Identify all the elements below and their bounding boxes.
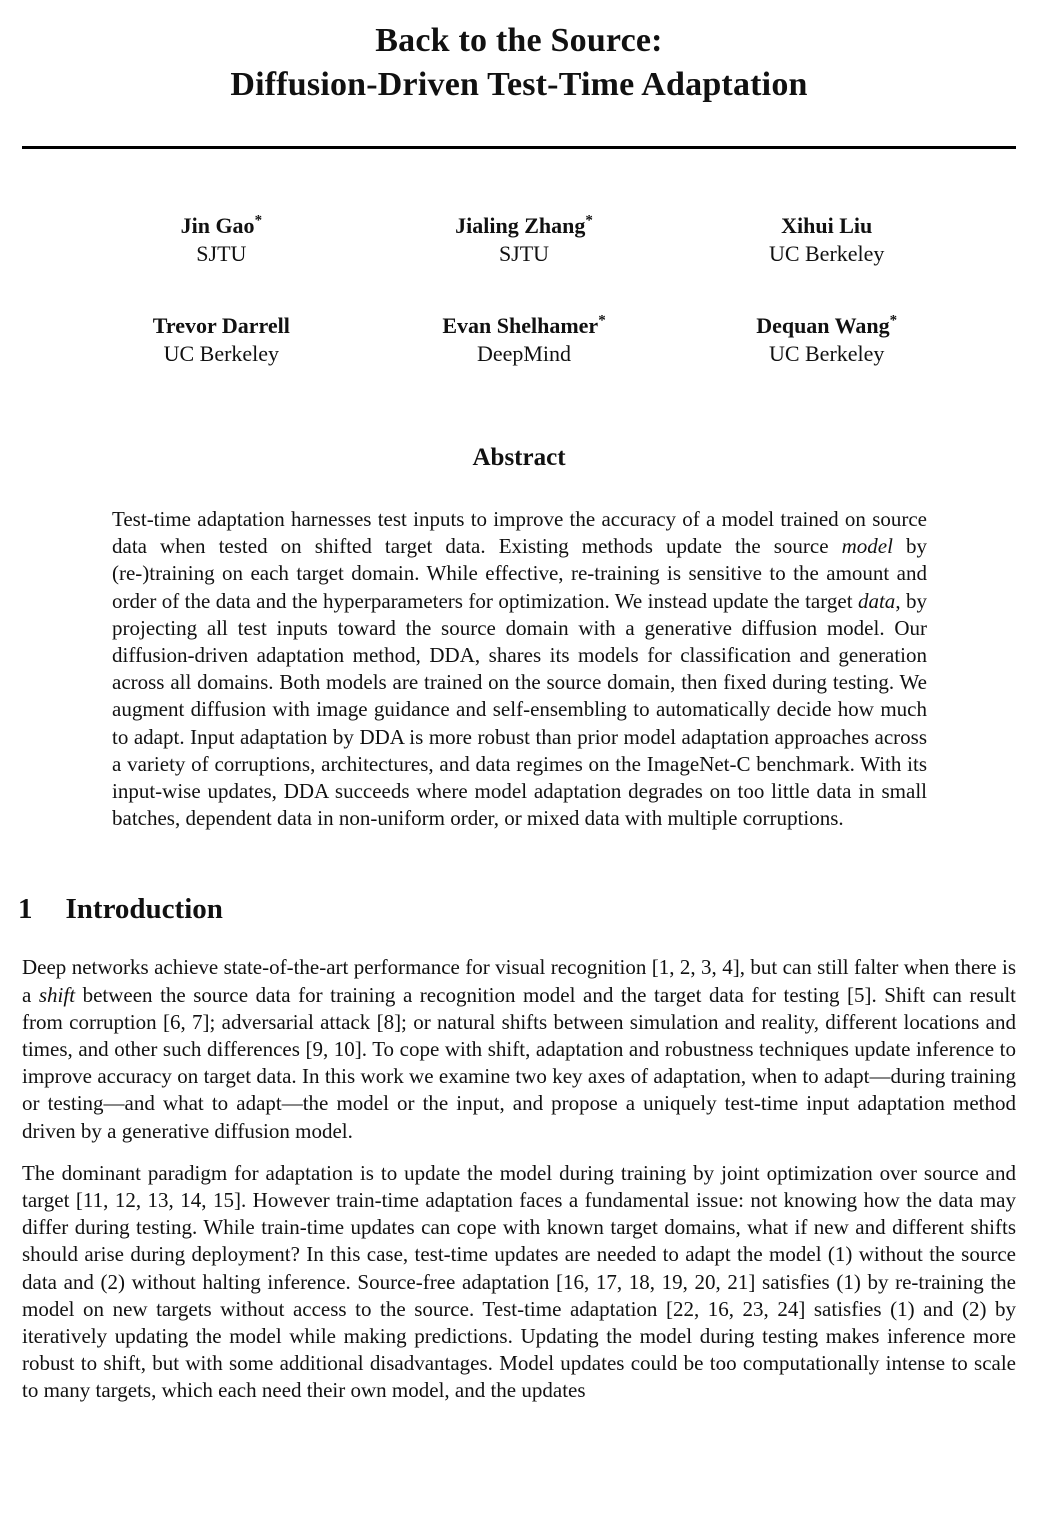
author-affiliation: DeepMind (476, 341, 572, 366)
author-name (675, 213, 978, 239)
intro-italic-shift: shift (38, 982, 76, 1007)
author-mark: * (254, 212, 263, 229)
intro-paragraph-2: The dominant paradigm for adaptation is to update the model during training by joint optimization over source and target [11, 12, 13, 14, 15]. However train-time adaptation faces a fundamental issue: not knowing how the data may differ during testing. While train-time updates can cope with known target domains, what if new and different shifts should arise during deployment? In this case, test-time updates are needed to adapt the model (1) without the source data and (2) without halting inference. Source-free adaptation [16, 17, 18, 19, 20, 21] satisfies (1) by re-training the model on new targets without access to the source. Test-time adaptation [22, 16, 23, 24] satisfies (1) and (2) by iteratively updating the model while making predictions. Updating the model during testing makes inference more robust to shift, but with some additional disadvantages. Model updates could be too computationally intense to scale to many targets, which each need their own model, and the updates (22, 1160, 1016, 1403)
paper-title (0, 0, 1038, 107)
intro-text-segment: between the source data for training a recognition model and the target data for testing [5]. Shift can result from corruption [6, 7]; adversarial attack [8]; or natural shifts between simulation and reality, different locations and times, and other such differences [9, 10]. To cope with shift, adaptation and robustness techniques update inference to improve accuracy on target data. In this work we examine two key axes of adaptation, when to adapt—during training or testing—and what to adapt—the model or the input, and propose a uniquely test-time input adaptation method driven by a generative diffusion model. (22, 982, 1016, 1143)
abstract-heading: Abstract (472, 444, 566, 471)
author-card (373, 313, 676, 367)
author-affiliation: UC Berkeley (768, 241, 885, 266)
author-name-text: Jin Gao (180, 213, 255, 238)
author-name (373, 313, 676, 339)
abstract-body (112, 506, 927, 832)
author-affiliation: SJTU (196, 241, 247, 266)
author-block (0, 213, 1038, 367)
author-name (373, 213, 676, 239)
author-name (70, 313, 373, 339)
intro-text-segment: Deep networks achieve state-of-the-art performance for visual recognition [1, 2, 3, 4], but can still falter when there is a (22, 955, 1016, 1007)
author-name-text: Trevor Darrell (152, 313, 290, 338)
author-affiliation: UC Berkeley (163, 341, 280, 366)
title-rule (22, 146, 1016, 149)
author-name-text: Jialing Zhang (455, 213, 586, 238)
author-name-text: Xihui Liu (781, 213, 873, 238)
author-mark: * (889, 312, 898, 329)
intro-paragraph-1 (22, 954, 1016, 1144)
author-card (675, 213, 978, 267)
title-line-1: Back to the Source: (375, 22, 663, 59)
author-row-1 (70, 213, 978, 267)
section-heading (18, 892, 1038, 926)
abstract-text-segment: Test-time adaptation harnesses test inputs to improve the accuracy of a model trained on source data when tested on shifted target data. Existing methods update the source (112, 507, 927, 559)
author-affiliation: UC Berkeley (768, 341, 885, 366)
section-number: 1 (18, 893, 33, 926)
author-card (373, 213, 676, 267)
author-name (70, 213, 373, 239)
author-row-2 (70, 313, 978, 367)
author-card (70, 213, 373, 267)
author-mark: * (598, 312, 606, 329)
title-line-2: Diffusion-Driven Test-Time Adaptation (230, 66, 808, 103)
author-card (70, 313, 373, 367)
abstract-text-segment: by (re-)training on each target domain. While effective, re-training is sensitive to the amount and order of the data and the hyperparameters for optimization. We instead update the target (112, 534, 927, 613)
abstract-text-segment: , by projecting all test inputs toward the source domain with a generative diffusion model. Our diffusion-driven adaptation method, DDA, shares its models for classification and generation across all domains. Both models are trained on the source domain, then fixed during testing. We augment diffusion with image guidance and self-ensembling to automatically decide how much to adapt. Input adaptation by DDA is more robust than prior model adaptation approaches across a variety of corruptions, architectures, and data regimes on the ImageNet-C benchmark. With its input-wise updates, DDA succeeds where model adaptation degrades on too little data in small batches, dependent data in non-uniform order, or mixed data with multiple corruptions. (112, 588, 927, 831)
introduction-section (0, 892, 1038, 1404)
author-mark: * (585, 212, 593, 229)
author-name-text: Dequan Wang (756, 313, 890, 338)
abstract-italic-model: model (841, 534, 893, 559)
author-card (675, 313, 978, 367)
author-affiliation: SJTU (498, 241, 550, 266)
author-name-text: Evan Shelhamer (442, 313, 599, 338)
section-title: Introduction (65, 893, 223, 926)
abstract-italic-data: data (857, 588, 896, 613)
abstract-section (0, 443, 1038, 832)
author-name (675, 313, 978, 339)
